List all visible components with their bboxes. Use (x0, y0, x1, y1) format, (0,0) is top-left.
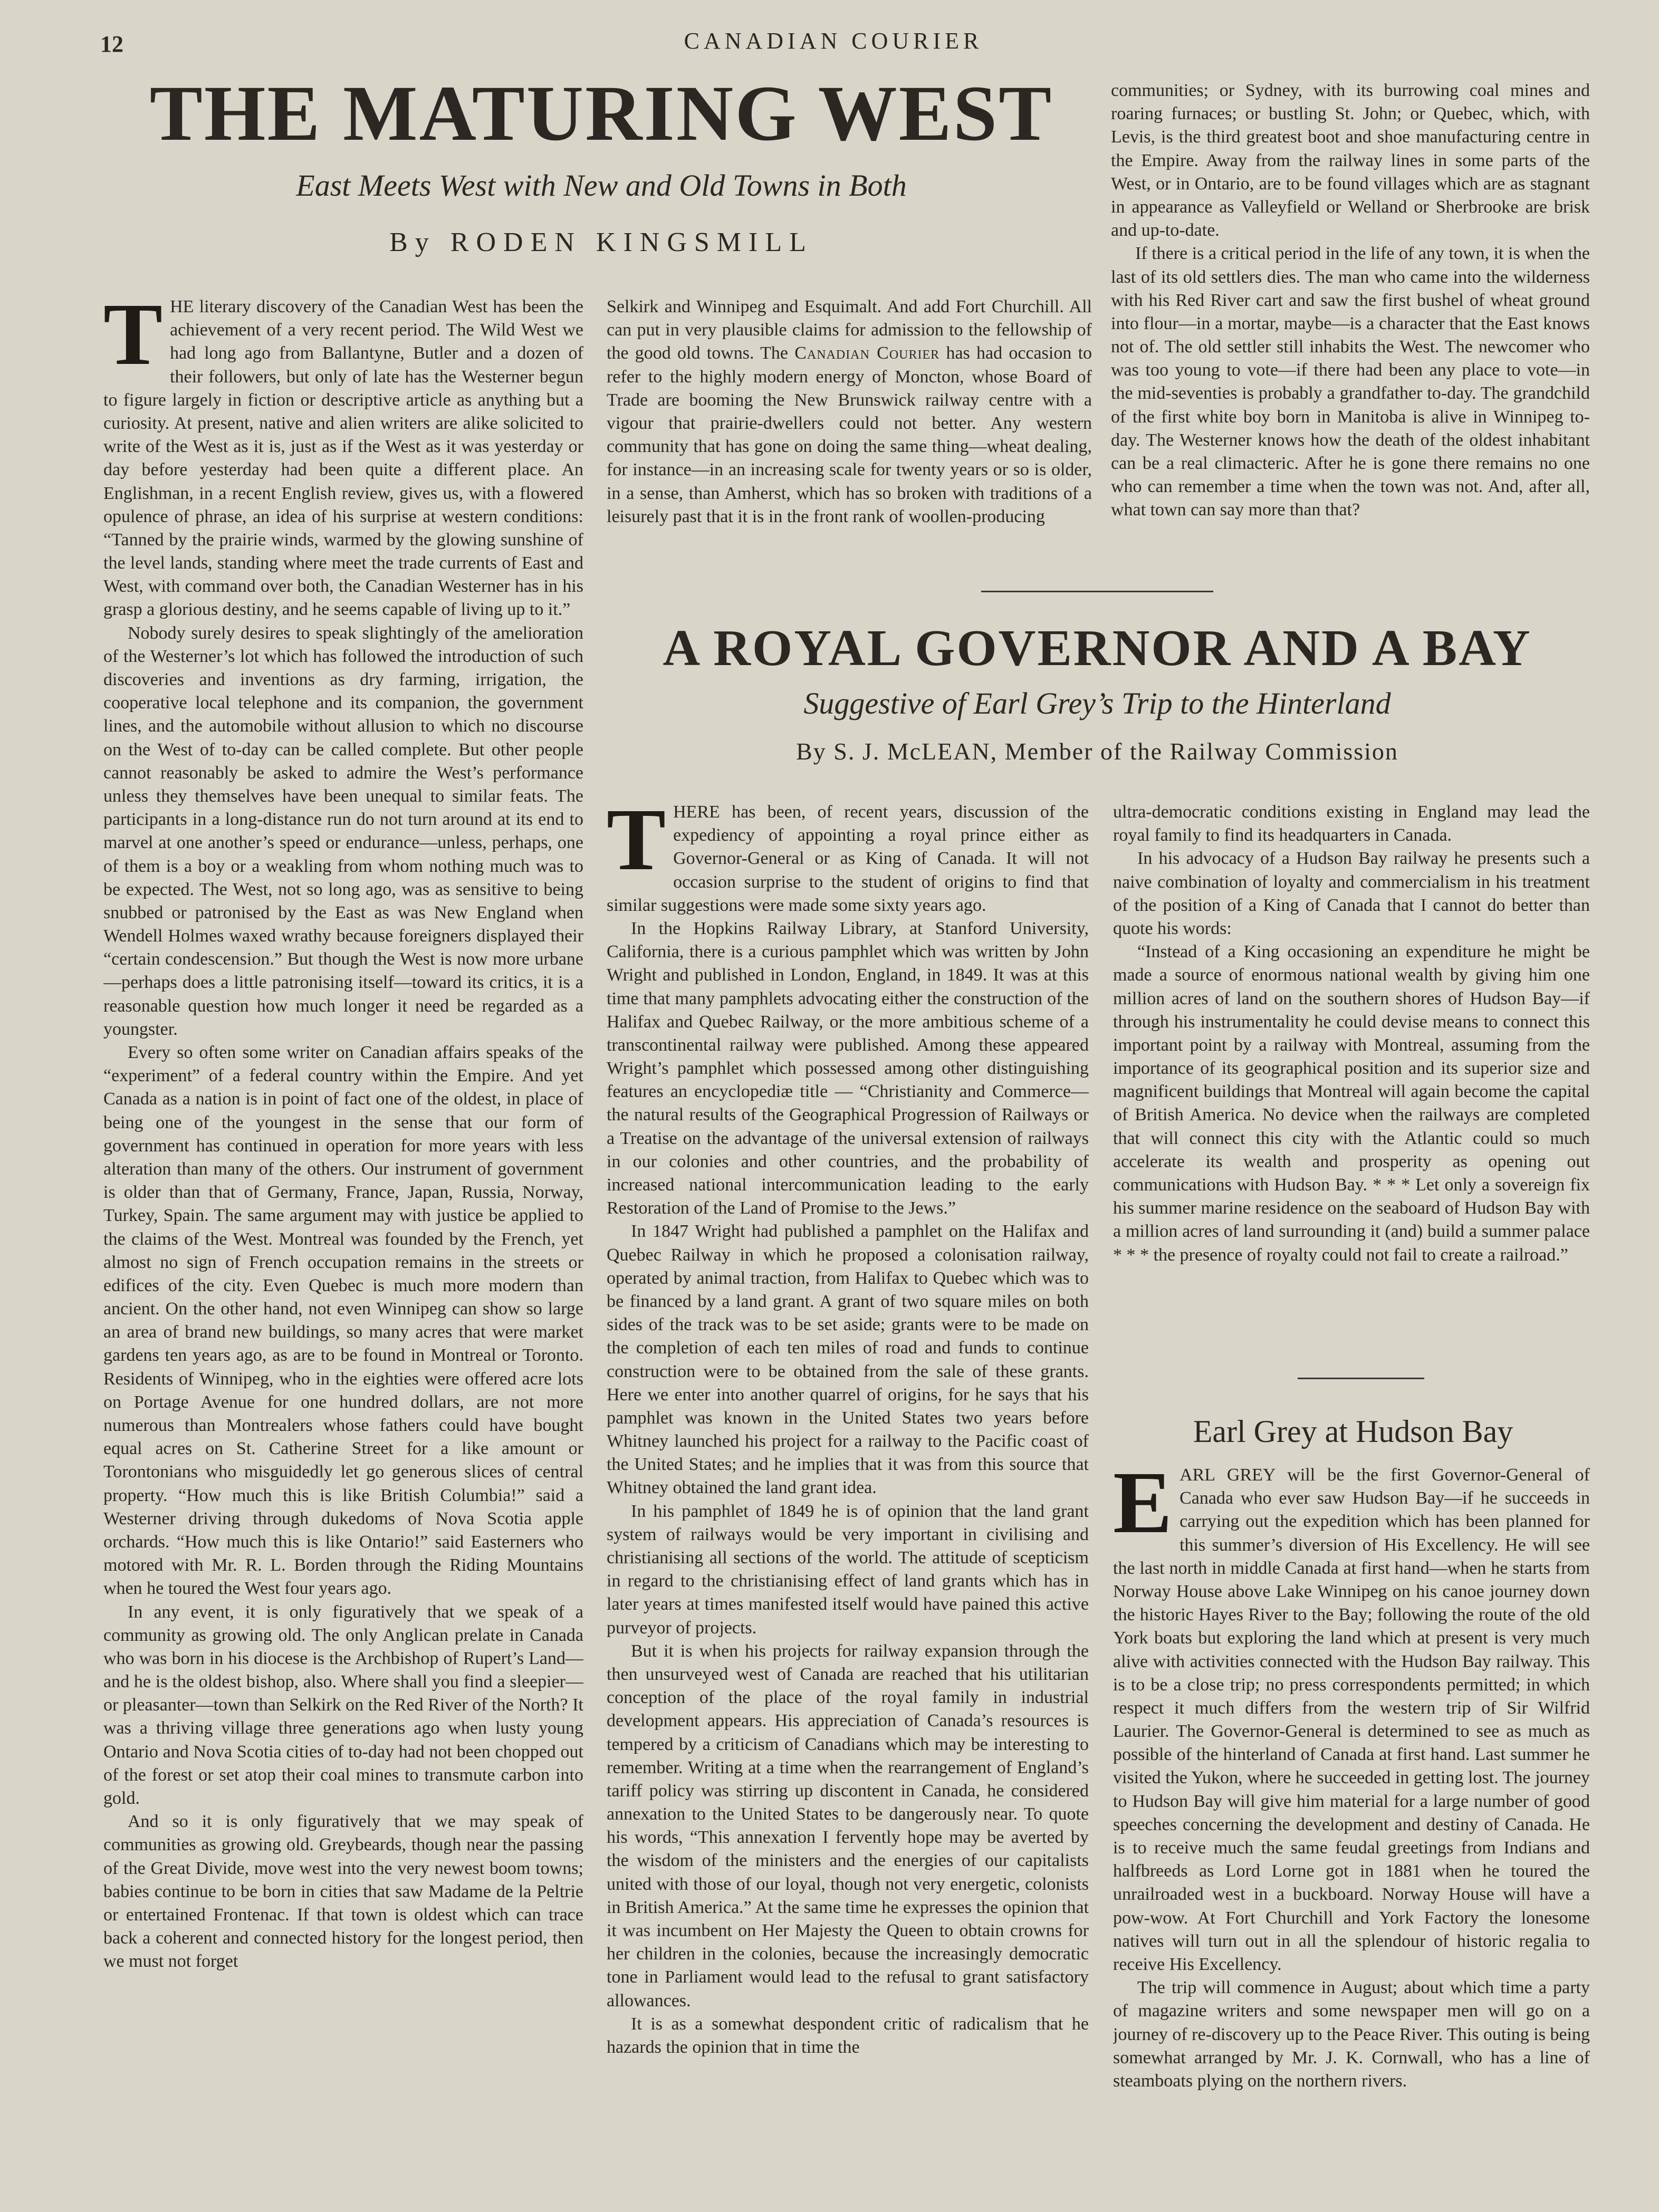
article-2-column-2 (1113, 801, 1590, 1360)
article-2-paragraph: THERE has been, of recent years, discussion of the expediency of appointing a royal prince either as Governor-General or as King of Canada. It will not occasion surprise to the student of origins to find that similar suggestions were made some sixty years ago. (607, 801, 1089, 915)
article-3-title: Earl Grey at Hudson Bay (1193, 1414, 1513, 1449)
article-1-paragraph: Selkirk and Winnipeg and Esquimalt. And add Fort Churchill. All can put in very plausible claims for admission to the fellowship of the good old towns. The Canadian Courier has had occasion to refer to the highly modern energy of Moncton, whose Board of Trade are booming the New Brunswick railway centre with a vigour that prairie-dwellers could not better. Any western community that has gone on doing the same thing—wheat dealing, for instance—in an increasing scale for twenty years or so is older, in a sense, than Amherst, which has so broken with traditions of a leisurely past that it is in the front rank of woollen-producing (607, 297, 1092, 526)
article-2-paragraph: “Instead of a King occasioning an expenditure he might be made a source of enormous national wealth by giving him one million acres of land on the southern shores of Hudson Bay—if through his instrumentality he could devise means to connect this important point by a railway with Montreal, assuming from the importance of its geographical position and its superior size and magnificent buildings that Montreal will again become the capital of British America. No device when the railways are completed that will connect this city with the Atlantic could so much accelerate its wealth and prosperity as opening out communications with Hudson Bay. * * * Let only a sovereign fix his summer marine residence on the seaboard of Hudson Bay with a million acres of land surrounding it (and) build a summer palace * * * the presence of royalty could not fail to create a railroad.” (1113, 942, 1590, 1265)
running-head: CANADIAN COURIER (684, 28, 983, 54)
section-divider (981, 591, 1213, 592)
article-1-paragraph: If there is a critical period in the life of any town, it is when the last of its old settlers dies. The man who came into the wilderness with his Red River cart and saw the first bushel of wheat ground into flour—in a mortar, maybe—is a character that the East knows not of. The old settler still inhabits the West. The newcomer who was too young to vote—if there had been any place to vote—in the mid-seventies is probably a grandfather to-day. The grandchild of the first white boy born in Manitoba is alive in Winnipeg to-day. The Westerner knows how the death of the oldest inhabitant can be a real climacteric. After he is gone there remains no one who can remember a time when the town was not. And, after all, what town can say more than that? (1111, 244, 1590, 520)
article-2-byline: By S. J. McLEAN, Member of the Railway Commission (796, 738, 1398, 765)
article-1-paragraph: Every so often some writer on Canadian affairs speaks of the “experiment” of a federal country within the Empire. And yet Canada as a nation is in point of fact one of the oldest, in place of being one of the youngest in the sense that our form of government has continued in operation for more years with less alteration than many of the others. Our instrument of government is older than that of Germany, France, Japan, Russia, Norway, Turkey, Spain. The same argument may with justice be applied to the claims of the West. Montreal was founded by the French, yet almost no sign of French occupation remains in the streets or edifices of the city. Even Quebec is much more modern than ancient. On the other hand, not even Winnipeg can show so large an area of brand new buildings, so many acres that were market gardens ten years ago, as are to be found in Montreal or Toronto. Residents of Winnipeg, who in the eighties were offered acre lots on Portage Avenue for one hundred dollars, are not more numerous than Montrealers whose fathers could have bought equal acres on St. Catherine Street for a like amount or Torontonians who misguidedly let go generous slices of central property. “How much this is like British Columbia!” said a Westerner driving through dukedoms of Nova Scotia apple orchards. “How much this is like Ontario!” said Easterners who motored with Mr. R. L. Borden through the Riding Mountains when he toured the West four years ago. (103, 1043, 583, 1599)
article-2-title: A ROYAL GOVERNOR AND A BAY (663, 620, 1532, 677)
drop-cap: T (607, 801, 666, 889)
article-3-column (1113, 1464, 1590, 2176)
section-divider (1298, 1378, 1424, 1379)
article-1-byline: By RODEN KINGSMILL (389, 227, 813, 257)
article-1-subtitle: East Meets West with New and Old Towns in Both (296, 168, 907, 203)
article-1-paragraph: In any event, it is only figuratively that we speak of a community as growing old. The only Anglican prelate in Canada who was born in his diocese is the Archbishop of Rupert’s Land—and he is the oldest bishop, also. Where shall you find a sleepier—or pleasanter—town than Selkirk on the Red River of the North? It was a thriving village three generations ago when lusty young Ontario and Nova Scotia cities of to-day had not been chopped out of the forest or set atop their coal mines to transmute carbon into gold. (103, 1602, 583, 1808)
magazine-name: Canadian Courier (794, 343, 940, 363)
article-2-column-1 (607, 801, 1089, 2177)
article-2-paragraph: In 1847 Wright had published a pamphlet on the Halifax and Quebec Railway in which he proposed a colonisation railway, operated by animal traction, from Halifax to Quebec which was to be financed by a land grant. A grant of two square miles on both sides of the track was to be set aside; grants were to be made on the completion of each ten miles of road and funds to continue construction were to be obtained from the sale of these grants. Here we enter into another quarrel of origins, for he says that his pamphlet was known in the United States two years before Whitney launched his project for a railway to the Pacific coast of the United States; and he implies that it was from this source that Whitney obtained the land grant idea. (607, 1222, 1089, 1498)
article-1-column-3 (1111, 79, 1590, 570)
article-3-paragraph: EARL GREY will be the first Governor-General of Canada who ever saw Hudson Bay—if he succeeds in carrying out the expedition which has been planned for this summer’s diversion of His Excellency. He will see the last north in middle Canada at first hand—when he starts from Norway House above Lake Winnipeg on his canoe journey down the historic Hayes River to the Bay; following the route of the old York boats but exploring the land which at present is very much alive with activities connected with the Hudson Bay railway. This is to be a close trip; no press correspondents permitted; in which respect it much differs from the western trip of Sir Wilfrid Laurier. The Governor-General is determined to see as much as possible of the hinterland of Canada at first hand. Last summer he visited the Yukon, where he succeeded in getting lost. The journey to Hudson Bay will give him material for a large number of good speeches concerning the development and destiny of Canada. He is to receive much the same feudal greetings from Indians and halfbreeds as Lord Lorne got in 1881 when he toured the unrailroaded west in a buckboard. Norway House will have a pow-wow. At Fort Churchill and York Factory the lonesome natives will turn out in all the splendour of historic regalia to receive His Excellency. (1113, 1464, 1590, 1974)
article-2-paragraph: In the Hopkins Railway Library, at Stanford University, California, there is a curious pamphlet which was written by John Wright and published in London, England, in 1849. It was at this time that many pamphlets advocating either the construction of the Halifax and Quebec Railway, or the more ambitious scheme of a transcontinental railway were published. Among these appeared Wright’s pamphlet which possessed among other distinguishing features an encyclopediæ title — “Christianity and Commerce—the natural results of the Geographical Progression of Railways or a Treatise on the advantage of the universal extension of railways in our colonies and other countries, and the probability of increased national intercommunication leading to the early Restoration of the Land of Promise to the Jews.” (607, 918, 1089, 1218)
article-2-paragraph: In his pamphlet of 1849 he is of opinion that the land grant system of railways would be very important in civilising and christianising all sections of the world. The attitude of scepticism in regard to the christianising effect of land grants which has in later years at times manifested itself would have pained this active purveyor of projects. (607, 1501, 1089, 1638)
article-2-paragraph: ultra-democratic conditions existing in England may lead the royal family to find its headquarters in Canada. (1113, 802, 1590, 845)
drop-cap: T (103, 295, 163, 383)
article-2-subtitle: Suggestive of Earl Grey’s Trip to the Hinterland (803, 686, 1391, 720)
article-2-paragraph: In his advocacy of a Hudson Bay railway he presents such a naive combination of loyalty and commercialism in his treatment of the position of a King of Canada that I cannot do better than quote his words: (1113, 849, 1590, 938)
article-1-title: THE MATURING WEST (149, 70, 1053, 157)
article-1-column-1 (103, 295, 583, 2173)
article-1-column-2 (607, 295, 1092, 570)
page-number: 12 (100, 31, 123, 57)
article-1-paragraph: Nobody surely desires to speak slightingly of the amelioration of the Westerner’s lot which has followed the introduction of such discoveries and inventions as dry farming, irrigation, the cooperative local telephone and its companion, the government lines, and the automobile without allusion to which no discourse on the West of to-day can be called complete. But other people cannot reasonably be asked to admire the West’s performance unless they themselves have been unequal to similar feats. The participants in a long-distance run do not turn around at its end to marvel at one another’s speed or endurance—unless, perhaps, one of them is a boy or a weakling from whom nothing much was to be expected. The West, not so long ago, was as sensitive to being snubbed or patronised by the East as was New England when Wendell Holmes waxed wrathy because foreigners displayed their “certain condescension.” But though the West is now more urbane—perhaps does a little patronising itself—toward its critics, it is a reasonable question how much longer it need be regarded as a youngster. (103, 623, 583, 1039)
article-1-paragraph: communities; or Sydney, with its burrowing coal mines and roaring furnaces; or bustling St. John; or Quebec, which, with Levis, is the third greatest boot and shoe manufacturing centre in the Empire. Away from the railway lines in some parts of the West, or in Ontario, are to be found villages which are as stagnant in appearance as Valleyfield or Welland or Sherbrooke are brisk and up-to-date. (1111, 81, 1590, 241)
article-2-paragraph: It is as a somewhat despondent critic of radicalism that he hazards the opinion that in time the (607, 2014, 1089, 2057)
article-1-paragraph: THE literary discovery of the Canadian West has been the achievement of a very recent period. The Wild West we had long ago from Ballantyne, Butler and a dozen of their followers, but only of late has the Westerner begun to figure largely in fiction or descriptive article as anything but a curiosity. At present, native and alien writers are alike solicited to write of the West as it is, just as if the West as it was yesterday or day before yesterday had been quite a different place. An Englishman, in a recent English review, gives us, with a flowered opulence of phrase, an idea of his surprise at western conditions: “Tanned by the prairie winds, warmed by the glowing sunshine of the level lands, standing where meet the trade currents of East and West, with command over both, the Canadian Westerner has in his grasp a glorious destiny, and he seems capable of living up to it.” (103, 295, 583, 620)
drop-cap: E (1113, 1464, 1173, 1552)
article-3-paragraph: The trip will commence in August; about which time a party of magazine writers and some newspaper men will go on a journey of re-discovery up to the Peace River. This outing is being somewhat arranged by Mr. J. K. Cornwall, who has a line of steamboats plying on the northern rivers. (1113, 1978, 1590, 2091)
article-1-paragraph: And so it is only figuratively that we may speak of communities as growing old. Greybeards, though near the passing of the Great Divide, move west into the very newest boom towns; babies continue to be born in cities that saw Madame de la Peltrie or entertained Frontenac. If that town is oldest which can trace back a coherent and connected history for the longest period, then we must not forget (103, 1812, 583, 1971)
article-2-paragraph: But it is when his projects for railway expansion through the then unsurveyed west of Canada are reached that his utilitarian conception of the place of the royal family in industrial development appears. His appreciation of Canada’s resources is tempered by a criticism of Canadians which may be interesting to remember. Writing at a time when the rearrangement of England’s tariff policy was stirring up discontent in Canada, he considered annexation to the United States to be dangerously near. To quote his words, “This annexation I fervently hope may be averted by the wisdom of the ministers and the energies of our capitalists united with those of our loyal, though not very energetic, colonists in British America.” At the same time he expresses the opinion that it was incumbent on Her Majesty the Queen to obtain crowns for her children in the colonies, because the increasingly democratic tone in Parliament would lead to the refusal to grant satisfactory allowances. (607, 1641, 1089, 2011)
